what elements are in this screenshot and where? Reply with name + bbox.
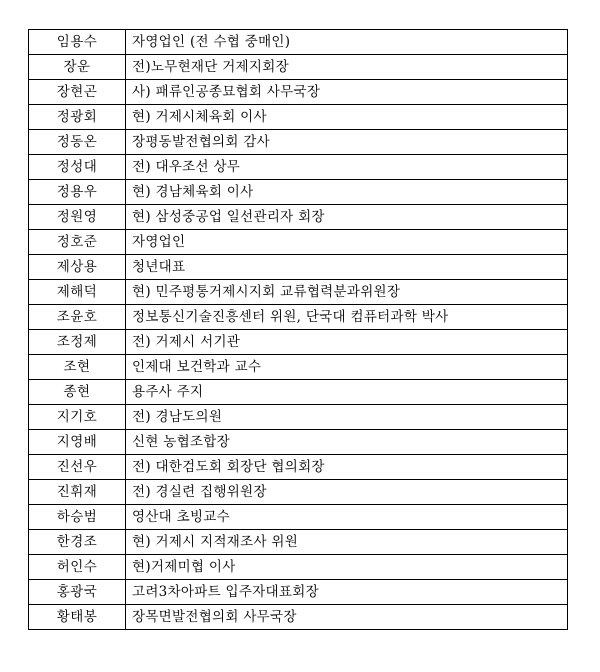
member-description-cell: 전) 경실련 집행위원장 bbox=[126, 480, 568, 505]
member-name-cell: 한경조 bbox=[29, 530, 126, 555]
member-name-cell: 진휘재 bbox=[29, 480, 126, 505]
table-row bbox=[29, 80, 568, 105]
member-name-cell: 홍광국 bbox=[29, 580, 126, 605]
table-row bbox=[29, 455, 568, 480]
member-description-cell: 전)노무현재단 거제지회장 bbox=[126, 55, 568, 80]
member-name-cell: 조현 bbox=[29, 355, 126, 380]
member-name-cell: 하승범 bbox=[29, 505, 126, 530]
table-row bbox=[29, 105, 568, 130]
member-description-cell: 사) 패류인공종묘협회 사무국장 bbox=[126, 80, 568, 105]
member-description-cell: 현) 경남체육회 이사 bbox=[126, 180, 568, 205]
member-description-cell: 현) 삼성중공업 일선관리자 회장 bbox=[126, 205, 568, 230]
member-description-cell: 현) 거제시 지적재조사 위원 bbox=[126, 530, 568, 555]
member-description-cell: 신현 농협조합장 bbox=[126, 430, 568, 455]
member-name-cell: 임용수 bbox=[29, 30, 126, 55]
table-row bbox=[29, 530, 568, 555]
table-row bbox=[29, 480, 568, 505]
member-name-cell: 조윤호 bbox=[29, 305, 126, 330]
member-name-cell: 지기호 bbox=[29, 405, 126, 430]
table-row bbox=[29, 405, 568, 430]
member-description-cell: 전) 대우조선 상무 bbox=[126, 155, 568, 180]
table-row bbox=[29, 130, 568, 155]
member-description-cell: 자영업인 (전 수협 중매인) bbox=[126, 30, 568, 55]
table-row bbox=[29, 430, 568, 455]
member-description-cell: 인제대 보건학과 교수 bbox=[126, 355, 568, 380]
member-name-cell: 조정제 bbox=[29, 330, 126, 355]
member-name-cell: 종현 bbox=[29, 380, 126, 405]
table-row bbox=[29, 30, 568, 55]
member-roster-table bbox=[28, 29, 568, 630]
member-description-cell: 용주사 주지 bbox=[126, 380, 568, 405]
member-description-cell: 전) 거제시 서기관 bbox=[126, 330, 568, 355]
member-description-cell: 현)거제미협 이사 bbox=[126, 555, 568, 580]
table-row bbox=[29, 180, 568, 205]
member-name-cell: 제해덕 bbox=[29, 280, 126, 305]
member-name-cell: 허인수 bbox=[29, 555, 126, 580]
member-name-cell: 지영배 bbox=[29, 430, 126, 455]
member-description-cell: 고려3차아파트 입주자대표회장 bbox=[126, 580, 568, 605]
table-row bbox=[29, 280, 568, 305]
member-description-cell: 장목면발전협의회 사무국장 bbox=[126, 605, 568, 630]
member-name-cell: 정용우 bbox=[29, 180, 126, 205]
member-name-cell: 정광회 bbox=[29, 105, 126, 130]
table-row bbox=[29, 380, 568, 405]
member-description-cell: 영산대 초빙교수 bbox=[126, 505, 568, 530]
table-row bbox=[29, 305, 568, 330]
table-row bbox=[29, 255, 568, 280]
member-roster-body bbox=[29, 30, 568, 630]
table-row bbox=[29, 155, 568, 180]
table-row bbox=[29, 55, 568, 80]
member-description-cell: 청년대표 bbox=[126, 255, 568, 280]
table-row bbox=[29, 505, 568, 530]
table-row bbox=[29, 580, 568, 605]
member-description-cell: 전) 경남도의원 bbox=[126, 405, 568, 430]
table-row bbox=[29, 205, 568, 230]
member-name-cell: 진선우 bbox=[29, 455, 126, 480]
member-description-cell: 장평동발전협의회 감사 bbox=[126, 130, 568, 155]
member-name-cell: 장현곤 bbox=[29, 80, 126, 105]
member-description-cell: 자영업인 bbox=[126, 230, 568, 255]
member-description-cell: 현) 민주평통거제시지회 교류협력분과위원장 bbox=[126, 280, 568, 305]
member-name-cell: 정성대 bbox=[29, 155, 126, 180]
table-row bbox=[29, 605, 568, 630]
member-name-cell: 정호준 bbox=[29, 230, 126, 255]
table-row bbox=[29, 355, 568, 380]
member-description-cell: 현) 거제시체육회 이사 bbox=[126, 105, 568, 130]
member-description-cell: 정보통신기술진흥센터 위원, 단국대 컴퓨터과학 박사 bbox=[126, 305, 568, 330]
table-row bbox=[29, 230, 568, 255]
member-name-cell: 장운 bbox=[29, 55, 126, 80]
table-row bbox=[29, 330, 568, 355]
member-name-cell: 황태봉 bbox=[29, 605, 126, 630]
member-description-cell: 전) 대한검도회 회장단 협의회장 bbox=[126, 455, 568, 480]
table-row bbox=[29, 555, 568, 580]
member-name-cell: 정원영 bbox=[29, 205, 126, 230]
member-name-cell: 제상용 bbox=[29, 255, 126, 280]
member-name-cell: 정동온 bbox=[29, 130, 126, 155]
